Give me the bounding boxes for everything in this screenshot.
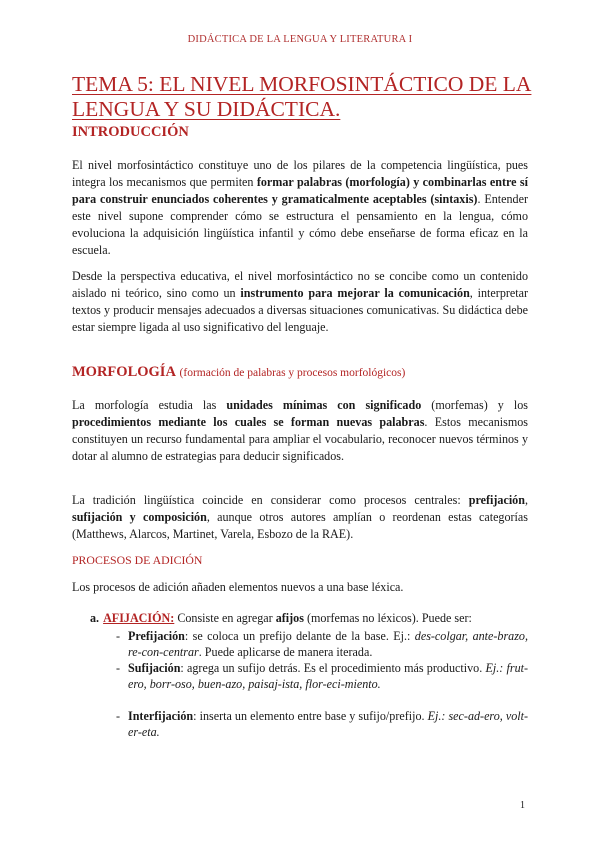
paragraph-morfologia-2 xyxy=(72,492,528,543)
page-number: 1 xyxy=(520,800,525,811)
list-marker: a. xyxy=(90,611,100,625)
text-run: El nivel morfosintáctico constituye uno de los pilares de la competencia lingüística, pues integra los mecanismos que permiten xyxy=(72,158,528,189)
text-run: (morfemas no léxicos). Puede ser: xyxy=(303,611,472,625)
bold-run: sufijación y composición xyxy=(72,510,207,524)
bold-run: unidades mínimas con significado xyxy=(226,398,422,412)
text-run: . Entender este nivel supone comprender cómo se estructura el pensamiento en la lengua, cómo evoluciona la adquisición lingüística infantil y cómo debe enseñarse de forma eficaz en la escuela. xyxy=(72,192,528,257)
paragraph-morfologia-1 xyxy=(72,397,528,465)
bold-run: instrumento para mejorar la comunicación xyxy=(240,286,470,300)
example: des-colgar, ante-brazo, re-con-centrar xyxy=(128,629,528,659)
afijacion-title: AFIJACIÓN: xyxy=(103,611,175,625)
text-run: . Estos mecanismos constituyen un recurso fundamental para ampliar el vocabulario, reconocer nuevos términos y dotar al alumno de estrategias para deducir significados. xyxy=(72,415,528,463)
example: Ej.: frut-ero, borr-oso, buen-azo, paisaj-ista, flor-eci-miento. xyxy=(128,661,529,691)
term: Prefijación xyxy=(128,629,185,643)
bold-run: formar palabras (morfología) y combinarlas entre sí para construir enunciados coherentes y gramaticalmente aceptables (sintaxis) xyxy=(72,175,528,206)
heading-sub: (formación de palabras y procesos morfológicos) xyxy=(179,367,406,379)
list-item-afijacion xyxy=(90,610,530,626)
page-title: TEMA 5: EL NIVEL MORFOSINTÁCTICO DE LA LENGUA Y SU DIDÁCTICA. xyxy=(72,72,532,121)
text-run: : se coloca un prefijo delante de la base. Ej.: xyxy=(184,629,415,643)
heading-main: MORFOLOGÍA xyxy=(72,364,176,380)
running-header: DIDÁCTICA DE LA LENGUA Y LITERATURA I xyxy=(187,34,413,45)
example: Ej.: sec-ad-ero, volt-er-eta. xyxy=(128,709,528,739)
text-run: : inserta un elemento entre base y sufijo/prefijo. xyxy=(193,709,428,723)
text-run: : agrega un sufijo detrás. Es el procedimiento más productivo. xyxy=(180,661,486,675)
section-heading-morfologia xyxy=(72,364,405,381)
dash-marker: - xyxy=(116,661,121,675)
subsection-heading-procesos: PROCESOS DE ADICIÓN xyxy=(72,553,203,567)
paragraph-intro-2 xyxy=(72,268,528,336)
term: Interfijación xyxy=(128,709,194,723)
dash-marker: - xyxy=(116,629,121,643)
sub-item-sufijacion xyxy=(116,660,529,692)
paragraph-procesos-intro: Los procesos de adición añaden elementos nuevos a una base léxica. xyxy=(72,580,404,594)
text-run: , aunque otros autores amplían o reordenan estas categorías (Matthews, Alarcos, Martinet, Varela, Esbozo de la RAE). xyxy=(72,510,528,541)
bold-run: procedimientos mediante los cuales se forman nuevas palabras xyxy=(72,415,425,429)
sub-item-prefijacion xyxy=(116,628,528,660)
section-heading-introduccion: INTRODUCCIÓN xyxy=(72,124,189,140)
bold-run: afijos xyxy=(275,611,304,625)
text-run: La morfología estudia las xyxy=(72,398,227,412)
sub-item-interfijacion xyxy=(116,708,528,740)
text-run: (morfemas) y los xyxy=(421,398,528,412)
paragraph-intro-1 xyxy=(72,157,528,259)
text-run: La tradición lingüística coincide en considerar como procesos centrales: xyxy=(72,493,469,507)
dash-marker: - xyxy=(116,709,121,723)
text-run: . Puede aplicarse de manera iterada. xyxy=(198,645,373,659)
text-run: Consiste en agregar xyxy=(174,611,276,625)
bold-run: prefijación xyxy=(468,493,525,507)
term: Sufijación xyxy=(128,661,181,675)
text-run: , interpretar textos y producir mensajes adecuados a diversas situaciones comunicativas. Su didáctica debe estar siempre ligada al uso significativo del lenguaje. xyxy=(72,286,529,334)
text-run: Desde la perspectiva educativa, el nivel morfosintáctico no se concibe como un contenido aislado ni teórico, sino como un xyxy=(72,269,528,300)
text-run: , xyxy=(524,493,528,507)
